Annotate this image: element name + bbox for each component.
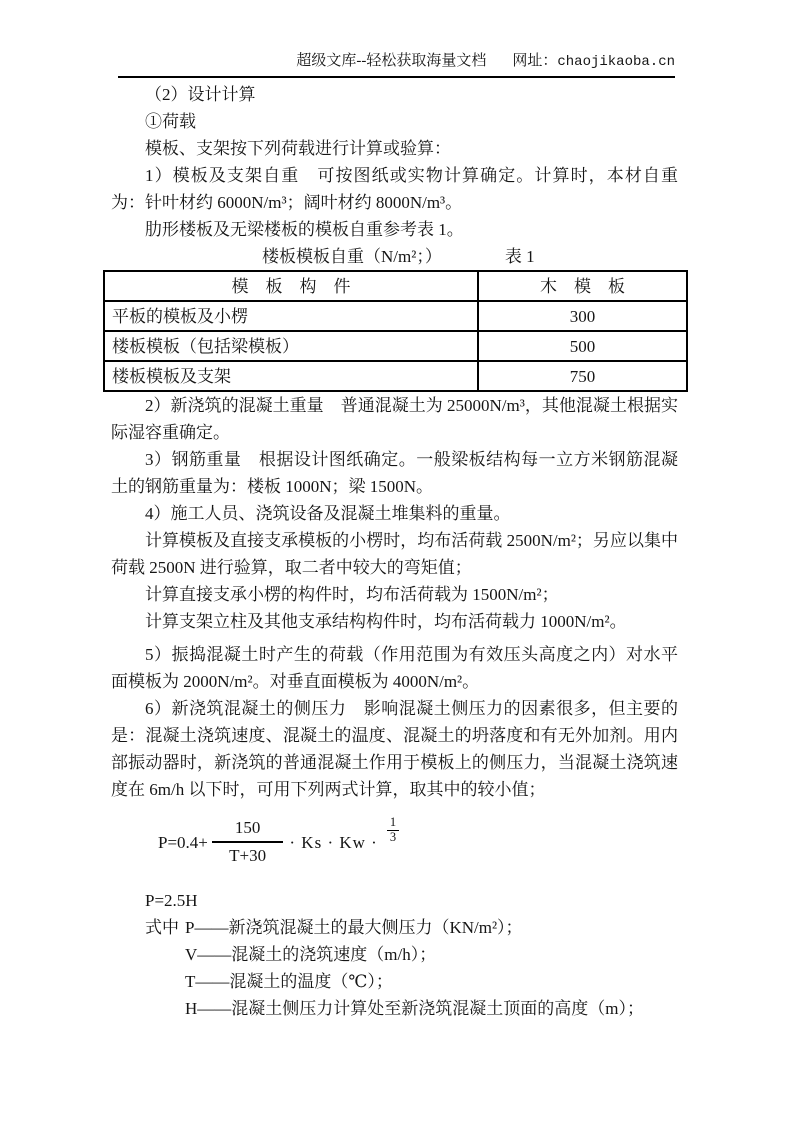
table-cell-value: 500 xyxy=(478,331,687,361)
table-caption-row xyxy=(111,243,678,270)
formula-height-pressure: P=2.5H xyxy=(145,891,198,910)
table-cell-value: 300 xyxy=(478,301,687,331)
heading-load: ①荷载 xyxy=(145,112,196,131)
table-row xyxy=(104,331,687,361)
table-cell-component: 楼板模板及支架 xyxy=(104,361,478,391)
header-site-text: 超级文库--轻松获取海量文档 xyxy=(296,53,487,69)
header-site-url: chaojikaoba.cn xyxy=(557,54,675,70)
definition-v: V——混凝土的浇筑速度（m/h）； xyxy=(185,945,437,964)
exponent-fraction xyxy=(387,816,399,844)
definition-p: P——新浇筑混凝土的最大侧压力（KN/m²）； xyxy=(185,918,523,937)
table-header-row xyxy=(104,271,687,301)
paragraph-item5-vibration-load: 5）振捣混凝土时产生的荷载（作用范围为有效压头高度之内）对水平面模板为 2000N/m²。对垂直面模板为 4000N/m²。 xyxy=(111,645,678,691)
definition-h: H——混凝土侧压力计算处至新浇筑混凝土顶面的高度（m）； xyxy=(185,999,644,1018)
header-address-label: 网址： xyxy=(512,53,558,69)
table-row xyxy=(104,301,687,331)
fraction xyxy=(212,816,284,868)
paragraph-item1-self-weight: 1）模板及支架自重 可按图纸或实物计算确定。计算时，本材自重为：针叶材约 6000N/m³；阔叶材约 8000N/m³。 xyxy=(111,166,678,212)
paragraph-item4-live-load: 4）施工人员、浇筑设备及混凝土堆集料的重量。 xyxy=(145,504,511,523)
fraction-numerator: 150 xyxy=(212,816,284,843)
table-cell-value: 750 xyxy=(478,361,687,391)
table-cell-component: 平板的模板及小楞 xyxy=(104,301,478,331)
definition-lead-label: 式中 xyxy=(145,918,179,937)
paragraph-intro: 模板、支架按下列荷载进行计算或验算： xyxy=(145,139,451,158)
exponent-denominator: 3 xyxy=(389,830,397,844)
exponent-numerator: 1 xyxy=(387,816,399,831)
definition-t: T——混凝土的温度（℃）； xyxy=(185,972,393,991)
running-header xyxy=(118,50,675,78)
heading-design-calculation: （2）设计计算 xyxy=(145,85,256,104)
formwork-self-weight-table xyxy=(103,270,688,392)
definition-p-line xyxy=(111,914,678,941)
paragraph-item6-lateral-pressure: 6）新浇筑混凝土的侧压力 影响混凝土侧压力的因素很多，但主要的是：混凝土浇筑速度、混凝土的温度、混凝土的坍落度和有无外加剂。用内部振动器时，新浇筑的普通混凝土作用于模板上的侧压力，当混凝土浇筑速度在 6m/h 以下时，可用下列两式计算，取其中的较小值； xyxy=(111,699,678,799)
paragraph-item2-concrete-weight: 2）新浇筑的混凝土重量 普通混凝土为 25000N/m³，其他混凝土根据实际湿容重确定。 xyxy=(111,396,678,442)
formula-lateral-pressure xyxy=(158,811,678,873)
fraction-denominator: T+30 xyxy=(229,846,267,865)
paragraph-item3-rebar-weight: 3）钢筋重量 根据设计图纸确定。一般梁板结构每一立方米钢筋混凝土的钢筋重量为：楼板 1000N；梁 1500N。 xyxy=(111,450,678,496)
table-row xyxy=(104,361,687,391)
document-body xyxy=(111,81,678,1022)
paragraph-item4-joist-load: 计算直接支承小楞的构件时，均布活荷载为 1500N/m²； xyxy=(145,585,559,604)
formula-coefficients: · Ks · Kw · xyxy=(289,832,378,852)
paragraph-table-reference: 肋形楼板及无梁楼板的模板自重参考表 1。 xyxy=(145,220,464,239)
table-header-wood-formwork: 木 模 板 xyxy=(478,271,687,301)
table-cell-component: 楼板模板（包括梁模板） xyxy=(104,331,478,361)
formula-prefix: P=0.4+ xyxy=(158,832,208,852)
table-number-label: 表 1 xyxy=(504,247,535,266)
table-header-component: 模 板 构 件 xyxy=(104,271,478,301)
paragraph-item4-formwork-load: 计算模板及直接支承模板的小楞时，均布活荷载 2500N/m²；另应以集中荷载 2500N 进行验算，取二者中较大的弯矩值； xyxy=(111,531,678,577)
table-caption: 楼板模板自重（N/m²；） xyxy=(262,247,442,266)
paragraph-item4-post-load: 计算支架立柱及其他支承结构构件时，均布活荷载力 1000N/m²。 xyxy=(145,612,627,631)
